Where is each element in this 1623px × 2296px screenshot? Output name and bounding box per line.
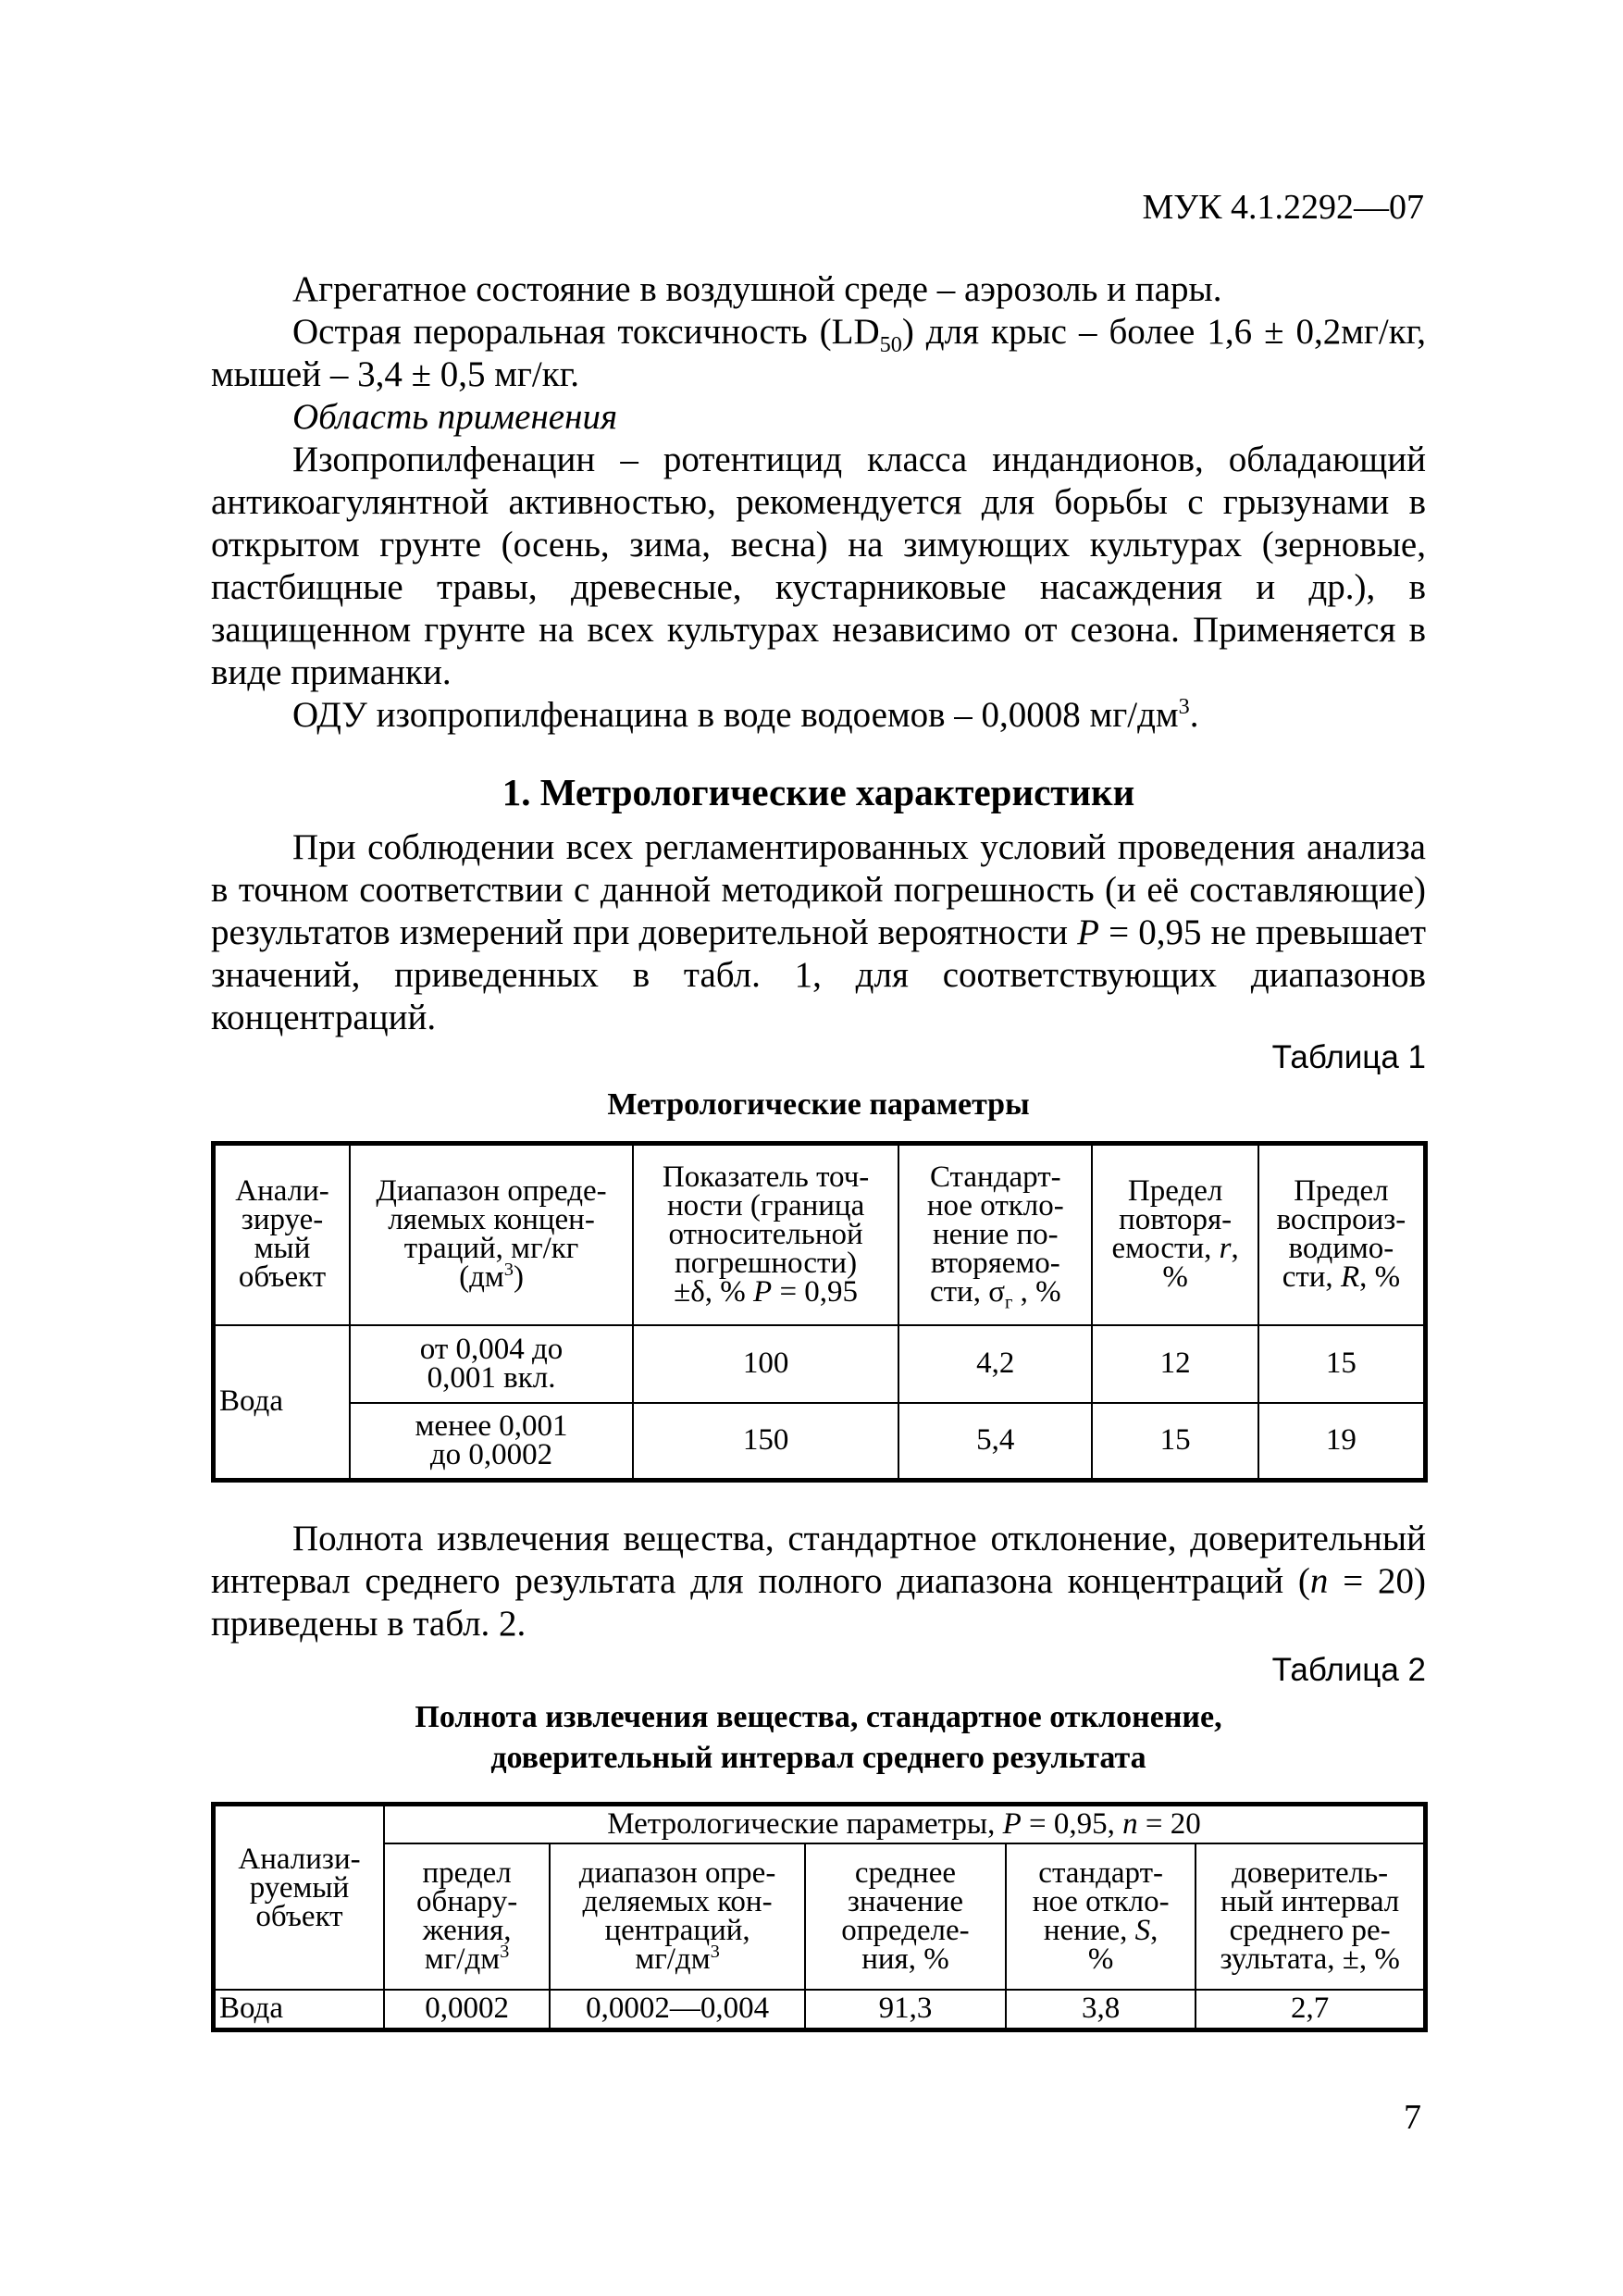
t2-group-text-a: Метрологические параметры, bbox=[607, 1806, 1003, 1841]
t1-h4-sub: г bbox=[1005, 1292, 1013, 1313]
table2-title-line1: Полнота извлечения вещества, стандартное отклонение, bbox=[415, 1700, 1222, 1734]
t1-header-object: Анали- зируе- мый объект bbox=[214, 1144, 351, 1325]
odu-paragraph bbox=[211, 694, 1426, 737]
t2-header-range bbox=[550, 1843, 805, 1990]
t1-h2-tail: ) bbox=[513, 1260, 524, 1295]
t2-h2-text: диапазон опре- деляемых кон- центраций, мг/дм bbox=[578, 1855, 776, 1976]
t1-accuracy-cell: 150 bbox=[633, 1403, 898, 1481]
t2-h1-sup: 3 bbox=[500, 1941, 510, 1962]
t2-interval-cell: 2,7 bbox=[1196, 1990, 1425, 2030]
t2-h1-text: предел обнару- жения, мг/дм bbox=[416, 1855, 518, 1976]
table2-title-line2: доверительный интервал среднего результата bbox=[490, 1741, 1146, 1775]
t2-h4-text: стандарт- ное откло- нение, bbox=[1032, 1855, 1170, 1947]
t2-header-mean: среднее значение определе- ния, % bbox=[805, 1843, 1006, 1990]
section1-text bbox=[211, 826, 1426, 1039]
metrological-parameters-table bbox=[211, 1141, 1428, 1483]
t1-range-cell: менее 0,001 до 0,0002 bbox=[350, 1403, 633, 1481]
table1-header-row bbox=[214, 1144, 1426, 1325]
t2-limit-cell: 0,0002 bbox=[384, 1990, 550, 2030]
table2-number: Таблица 2 bbox=[1271, 1652, 1426, 1688]
t1-h3-p: P bbox=[753, 1274, 773, 1309]
t1-std-cell: 5,4 bbox=[898, 1403, 1092, 1481]
conditions-paragraph bbox=[211, 826, 1426, 1039]
t2-header-interval: доверитель- ный интервал среднего ре- зультата, ±, % bbox=[1196, 1843, 1425, 1990]
t2-group-text-c: = 20 bbox=[1137, 1806, 1201, 1841]
probability-symbol: P bbox=[1077, 912, 1099, 952]
table2-group-header-row bbox=[214, 1805, 1426, 1843]
odu-text-end: . bbox=[1189, 695, 1199, 735]
t1-std-cell: 4,2 bbox=[898, 1325, 1092, 1403]
completeness-text bbox=[211, 1518, 1426, 1645]
t2-group-n: n bbox=[1122, 1806, 1138, 1841]
t2-group-p: P bbox=[1002, 1806, 1022, 1841]
t1-accuracy-cell: 100 bbox=[633, 1325, 898, 1403]
completeness-paragraph bbox=[211, 1518, 1426, 1645]
t1-h5-tail: , % bbox=[1162, 1232, 1239, 1295]
table1-number: Таблица 1 bbox=[1271, 1039, 1426, 1075]
t2-mean-cell: 91,3 bbox=[805, 1990, 1006, 2030]
table2-header-row bbox=[214, 1843, 1426, 1990]
completeness-table bbox=[211, 1802, 1428, 2032]
t2-range-cell: 0,0002—0,004 bbox=[550, 1990, 805, 2030]
t2-std-cell: 3,8 bbox=[1006, 1990, 1196, 2030]
t1-range-cell: от 0,004 до 0,001 вкл. bbox=[350, 1325, 633, 1403]
table2-title bbox=[211, 1697, 1426, 1779]
t1-h2-text: Диапазон опреде- ляемых концен- траций, мг/кг (дм bbox=[376, 1174, 607, 1295]
t2-header-object: Анализи- руемый объект bbox=[214, 1805, 384, 1990]
page-number: 7 bbox=[1404, 2098, 1421, 2137]
t1-h5-text: Предел повторя- емости, bbox=[1111, 1174, 1233, 1266]
t2-header-limit bbox=[384, 1843, 550, 1990]
t2-h2-sup: 3 bbox=[710, 1941, 720, 1962]
t1-header-std bbox=[898, 1144, 1092, 1325]
table-row bbox=[214, 1403, 1426, 1481]
section-heading: 1. Метрологические характеристики bbox=[502, 771, 1135, 813]
table-row bbox=[214, 1325, 1426, 1403]
document-code: МУК 4.1.2292—07 bbox=[1142, 188, 1424, 227]
ld-subscript: 50 bbox=[879, 331, 902, 357]
t1-header-range bbox=[350, 1144, 633, 1325]
n-symbol: n bbox=[1309, 1561, 1329, 1601]
t2-h4-s: S bbox=[1134, 1913, 1151, 1947]
t1-reprod-cell: 19 bbox=[1258, 1403, 1426, 1481]
t1-repeat-cell: 15 bbox=[1092, 1403, 1258, 1481]
table-row bbox=[214, 1990, 1426, 2030]
completeness-text-a: Полнота извлечения вещества, стандартное отклонение, доверительный интервал среднего результата для полного диапазона концентраций ( bbox=[211, 1519, 1426, 1601]
t1-header-reprod bbox=[1258, 1144, 1426, 1325]
conditions-text-a: При соблюдении всех регламентированных условий проведения анализа в точном соответствии с данной методикой погрешность (и её составляющие) результатов измерений при доверительной вероятности bbox=[211, 827, 1426, 952]
table1-title: Метрологические параметры bbox=[607, 1087, 1030, 1122]
t1-h3-text: Показатель точ- ности (граница относительной погрешности) ±δ, % bbox=[662, 1160, 870, 1309]
t2-header-group bbox=[384, 1805, 1426, 1843]
toxicity-text-a: Острая пероральная токсичность (LD bbox=[292, 312, 880, 352]
t1-h2-sup: 3 bbox=[503, 1260, 514, 1281]
t1-h4-tail: , % bbox=[1012, 1274, 1061, 1309]
toxicity-paragraph bbox=[211, 311, 1426, 396]
description-paragraph: Изопропилфенацин – ротентицид класса индандионов, обладающий антикоагулянтной активностью, рекомендуется для борьбы с грызунами в открытом грунте (осень, зима, весна) на зимующих культурах (зерновые, пастбищные травы, древесные, кустарниковые насаждения и др.), в защищенном грунте на всех культурах независимо от сезона. Применяется в виде приманки. bbox=[211, 440, 1426, 692]
aggregate-state-paragraph: Агрегатное состояние в воздушной среде – аэрозоль и пары. bbox=[292, 269, 1222, 309]
t1-header-repeat bbox=[1092, 1144, 1258, 1325]
t2-h4-tail: , % bbox=[1087, 1913, 1158, 1976]
t1-h5-r: r bbox=[1219, 1232, 1232, 1266]
completeness-text-b: = 20) приведены в табл. 2. bbox=[211, 1561, 1427, 1644]
t1-reprod-cell: 15 bbox=[1258, 1325, 1426, 1403]
odu-text: ОДУ изопропилфенацина в воде водоемов – 0,0008 мг/дм bbox=[292, 695, 1179, 735]
t1-h4-text: Стандарт- ное откло- нение по- вторяемо- сти, σ bbox=[926, 1160, 1064, 1309]
t1-repeat-cell: 12 bbox=[1092, 1325, 1258, 1403]
t2-object-cell: Вода bbox=[214, 1990, 384, 2030]
intro-text bbox=[211, 268, 1426, 737]
toxicity-text-b: ) для крыс – более 1,6 ± 0,2мг/кг, мышей – 3,4 ± 0,5 мг/кг. bbox=[211, 312, 1427, 394]
area-of-use-title: Область применения bbox=[292, 397, 618, 437]
t1-h6-text: Предел воспроиз- водимо- сти, bbox=[1276, 1174, 1406, 1295]
odu-superscript: 3 bbox=[1178, 694, 1190, 719]
t1-object-cell: Вода bbox=[214, 1325, 351, 1481]
t2-group-text-b: = 0,95, bbox=[1021, 1806, 1123, 1841]
t2-header-std bbox=[1006, 1843, 1196, 1990]
t1-h3-tail: = 0,95 bbox=[772, 1274, 859, 1309]
t1-h6-tail: , % bbox=[1359, 1260, 1401, 1295]
t1-h6-R: R bbox=[1340, 1260, 1360, 1295]
conditions-text-b: = 0,95 не превышает значений, приведенных в табл. 1, для соответствующих диапазонов концентраций. bbox=[211, 912, 1427, 1037]
t1-header-accuracy bbox=[633, 1144, 898, 1325]
